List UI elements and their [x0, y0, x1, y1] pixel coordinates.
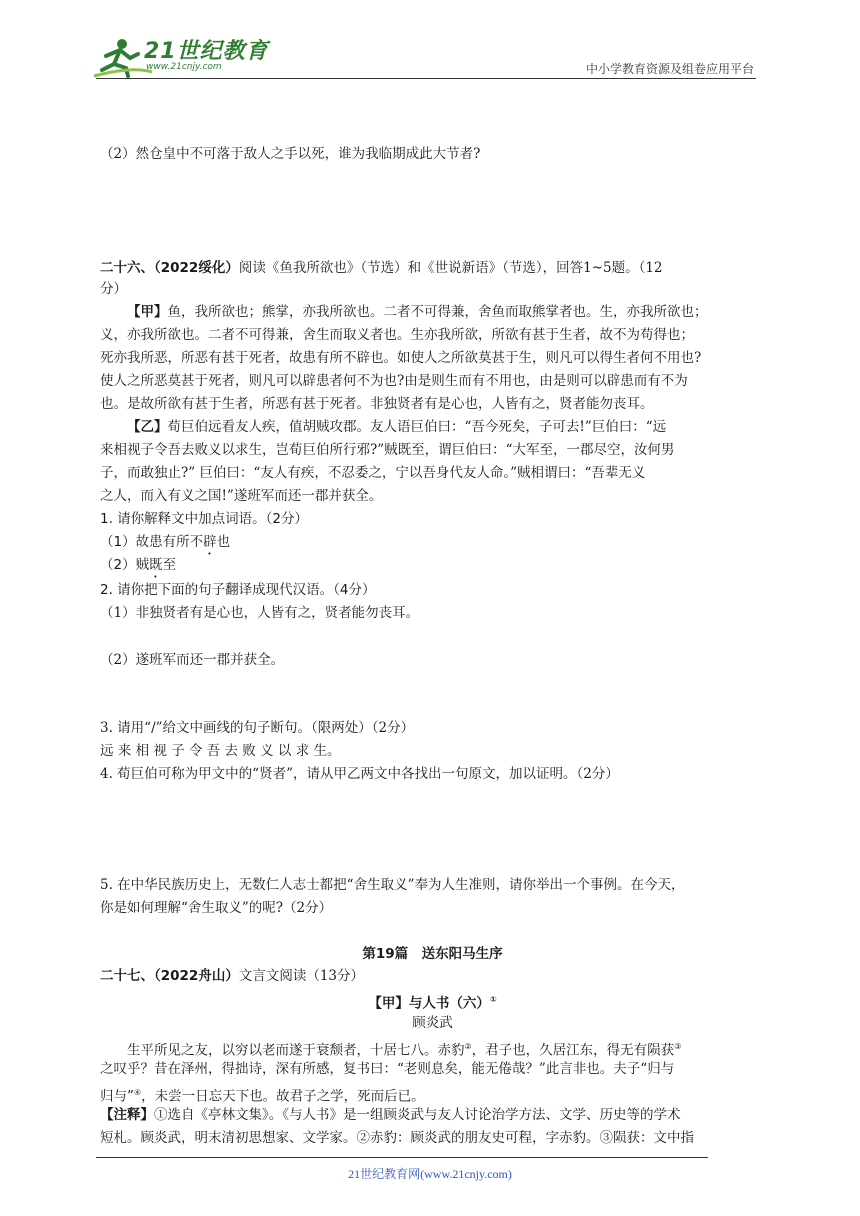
q27-note-line: [100, 1105, 681, 1126]
q1-b-dotted: 既: [149, 557, 163, 573]
author: 顾炎武: [412, 1015, 453, 1031]
q1-item-b: [100, 555, 176, 581]
q26-num: 二十六、: [100, 260, 154, 276]
q1-a-text: 也: [216, 534, 231, 550]
q26-question-3: 3. 请用“/”给文中画线的句子断句。（限两处）（2分）: [100, 720, 415, 736]
q27-body-line: 之叹乎？昔在泽州，得拙诗，深有所感，复书曰：“老则息矣，能无倦哉？”此言非也。夫子“归与: [100, 1061, 675, 1077]
logo-url: www.21cnjy.com: [146, 62, 222, 72]
q27-src: （2022舟山）: [154, 968, 239, 984]
jia-label: 【甲】: [127, 304, 168, 320]
section-title: 第19篇 送东阳马生序: [362, 946, 503, 962]
q27-text: 生平所见之友，以穷以老而遂于衰颓者，十居七八。赤豹: [127, 1042, 465, 1059]
header-divider: [96, 78, 756, 79]
q26-question-1: 1. 请你解释文中加点词语。（2分）: [100, 511, 309, 527]
q1-b-text: 至: [162, 557, 177, 573]
q26-src: （2022绥化）: [154, 260, 239, 276]
jia-text: 死亦我所恶，所恶有甚于死者，故患有所不辟也。如使人之所欲莫甚于生，则凡可以得生者何不用也?: [100, 350, 702, 366]
note-label: 【注释】: [100, 1107, 154, 1123]
q27-note-line: 短札。顾炎武，明末清初思想家、文学家。②赤豹：顾炎武的朋友史可程，字赤豹。③陨获：文中指: [100, 1130, 694, 1146]
footnote-mark: ③: [674, 1042, 682, 1051]
q27-title-rest: 文言文阅读（13分）: [238, 968, 365, 984]
q27-jia-title: [100, 989, 765, 1015]
yi-text: 荀巨伯远看友人疾，值胡贼攻郡。友人语巨伯曰：“吾今死矣，子可去!”巨伯曰：“远: [167, 419, 667, 435]
q2-item-b: （2）遂班军而还一郡并获全。: [100, 652, 285, 668]
q3-sentence: 远 来 相 视 子 令 吾 去 败 义 以 求 生。: [100, 743, 341, 759]
footnote-mark: ②: [464, 1042, 472, 1051]
footer-link[interactable]: 21世纪教育网(www.21cnjy.com): [348, 1167, 512, 1181]
yi-text: 来相视子令吾去败义以求生，岂荀巨伯所行邪?”贼既至，谓巨伯曰：“大军至，一郡尽空，汝何男: [100, 442, 675, 458]
jia-text: 义，亦我所欲也。二者不可得兼，舍生而取义者也。生亦我所欲，所欲有甚于生者，故不为苟得也；: [100, 327, 694, 343]
q27-text: ，君子也，久居江东，得无有陨获: [471, 1042, 675, 1059]
q26-title-cont: 分）: [100, 281, 127, 297]
q27-text: ，未尝一日忘天下也。故君子之学，死而后已。: [141, 1088, 425, 1105]
q26-yi-line: [100, 417, 666, 438]
q26-jia-line: [100, 302, 708, 323]
q26-question-5: 5. 在中华民族历史上，无数仁人志士都把“舍生取义”奉为人生准则，请你举出一个事例。在今天，: [100, 877, 685, 893]
footnote-mark: ①: [489, 995, 497, 1004]
jia-title-text: 【甲】与人书（六）: [368, 995, 490, 1012]
logo-text: 21世纪教育: [144, 39, 269, 64]
q26-question-4: 4. 荀巨伯可称为甲文中的“贤者”，请从甲乙两文中各找出一句原文，加以证明。（2分）: [100, 766, 619, 782]
footer-divider: [96, 1157, 708, 1158]
q27-title: [100, 966, 364, 987]
q27-num: 二十七、: [100, 968, 154, 984]
q1-b-text: （2）贼: [100, 557, 150, 573]
jia-text: 也。是故所欲有甚于生者，所恶有甚于死者。非独贤者有是心也，人皆有之，贤者能勿丧耳。: [100, 396, 654, 412]
page-header: [0, 0, 860, 82]
q27-body-line: [100, 1036, 681, 1062]
note-text: ①选自《亭林文集》。《与人书》是一组顾炎武与友人讨论治学方法、文学、历史等的学术: [154, 1107, 681, 1123]
q27-text: 归与”: [100, 1088, 134, 1105]
q25-part2: （2）然仓皇中不可落于敌人之手以死，谁为我临期成此大节者?: [100, 146, 481, 162]
q2-item-a: （1）非独贤者有是心也，人皆有之，贤者能勿丧耳。: [100, 605, 420, 621]
yi-text: 之人，而入有义之国!”遂班军而还一郡并获全。: [100, 488, 383, 504]
yi-text: 子，而敢独止?” 巨伯曰：“友人有疾，不忍委之，宁以吾身代友人命。”贼相谓曰：“吾辈无义: [100, 465, 646, 481]
footnote-mark: ④: [133, 1088, 142, 1097]
yi-label: 【乙】: [127, 419, 168, 435]
q26-question-5: 你是如何理解“舍生取义”的呢?（2分）: [100, 900, 333, 916]
jia-text: 使人之所恶莫甚于死者，则凡可以辟患者何不为也?由是则生而有不用也，由是则可以辟患而有不为: [100, 373, 688, 389]
jia-text: 鱼，我所欲也；熊掌，亦我所欲也。二者不可得兼，舍鱼而取熊掌者也。生，亦我所欲也；: [167, 304, 708, 320]
platform-name: 中小学教育资源及组卷应用平台: [585, 62, 754, 76]
q26-title-rest: 阅读《鱼我所欲也》（节选）和《世说新语》（节选），回答1~5题。（12: [238, 260, 663, 276]
q1-a-text: （1）故患有所不: [100, 534, 204, 550]
q27-body-line: [100, 1082, 425, 1108]
q26-question-2: 2. 请你把下面的句子翻译成现代汉语。（4分）: [100, 582, 376, 598]
q1-a-dotted: 辟: [203, 534, 217, 550]
q26-title: [100, 258, 663, 279]
